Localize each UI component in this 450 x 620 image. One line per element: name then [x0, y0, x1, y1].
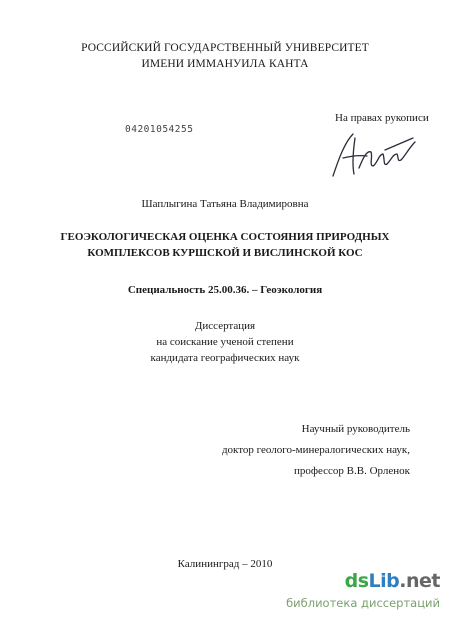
manuscript-note: На правах рукописи	[335, 112, 429, 124]
signature-icon	[325, 128, 420, 183]
watermark-subtitle: библиотека диссертаций	[286, 596, 440, 610]
title-line-1: ГЕОЭКОЛОГИЧЕСКАЯ ОЦЕНКА СОСТОЯНИЯ ПРИРОДНЫХ	[60, 231, 390, 243]
dissertation-line-2: на соискание ученой степени	[156, 336, 294, 348]
dissertation-line-3: кандидата географических наук	[150, 352, 300, 364]
university-name	[0, 40, 450, 72]
dissertation-type	[0, 318, 450, 366]
watermark[interactable]	[268, 568, 450, 620]
title-line-2: КОМПЛЕКСОВ КУРШСКОЙ И ВИСЛИНСКОЙ КОС	[87, 247, 363, 259]
dissertation-title	[0, 229, 450, 261]
dissertation-line-1: Диссертация	[194, 320, 256, 332]
watermark-logo	[345, 570, 440, 592]
scientific-advisor	[222, 419, 410, 482]
logo-part-net: .net	[399, 570, 440, 592]
author-name: Шаплыгина Татьяна Владимировна	[141, 198, 309, 210]
dslib-logo-icon	[268, 574, 274, 596]
university-line-1: РОССИЙСКИЙ ГОСУДАРСТВЕННЫЙ УНИВЕРСИТЕТ	[81, 42, 369, 54]
advisor-line-2: доктор геолого-минералогических наук,	[221, 444, 410, 456]
logo-part-lib: Lib	[368, 570, 400, 592]
advisor-line-3: профессор В.В. Орленок	[293, 465, 410, 477]
stamp-number: 04201054255	[125, 124, 194, 135]
advisor-line-1: Научный руководитель	[301, 423, 410, 435]
university-line-2: ИМЕНИ ИММАНУИЛА КАНТА	[141, 58, 309, 70]
city-year: Калининград – 2010	[177, 558, 273, 570]
logo-part-ds: ds	[344, 570, 369, 592]
specialty: Специальность 25.00.36. – Геоэкология	[127, 284, 323, 296]
